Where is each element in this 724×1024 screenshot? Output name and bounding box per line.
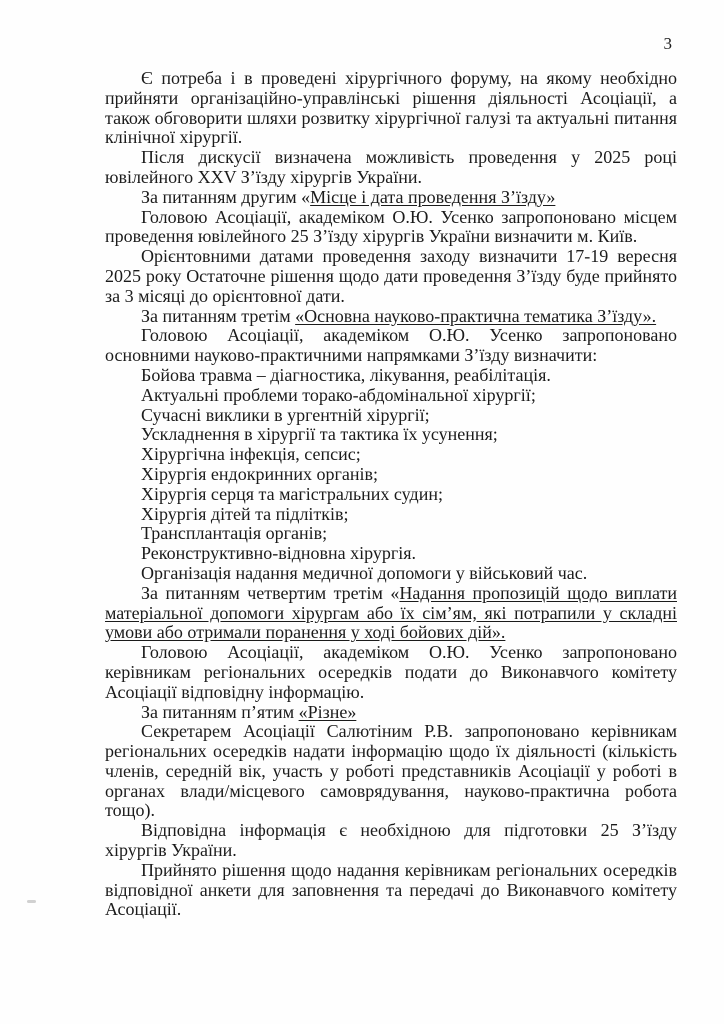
text-run: Організація надання медичної допомоги у військовий час. <box>141 562 588 583</box>
text-run: Хірургічна інфекція, сепсис; <box>141 444 361 465</box>
text-run: Реконструктивно-відновна хірургія. <box>141 543 417 564</box>
text-run: Прийнято рішення щодо надання керівникам регіональних осередків відповідної анкети для заповнення та передачі до Виконавчого комітету Асоціації. <box>105 859 677 920</box>
paragraph <box>105 445 677 465</box>
text-run: Відповідна інформація є необхідною для підготовки 25 З’їзду хірургів України. <box>105 820 677 861</box>
text-run: Орієнтовними датами проведення заходу визначити 17-19 вересня 2025 року Остаточне рішення щодо дати проведення З’їзду буде прийнято за 3 місяці до орієнтовної дати. <box>105 246 677 306</box>
text-run: Ускладнення в хірургії та тактика їх усунення; <box>141 424 498 445</box>
text-run: Після дискусії визначена можливість проведення у 2025 році ювілейного XXV З’їзду хірургів України. <box>105 147 677 187</box>
paragraph <box>105 366 677 386</box>
text-run: Головою Асоціації, академіком О.Ю. Усенко запропоновано керівникам регіональних осередків подати до Виконавчого комітету Асоціації відповідну інформацію. <box>105 642 677 702</box>
paragraph <box>105 643 677 702</box>
underlined-text: «Різне» <box>298 701 357 722</box>
text-run: Головою Асоціації, академіком О.Ю. Усенко запропоновано основними науково-практичними напрямками З’їзду визначити: <box>105 325 677 366</box>
paragraph <box>105 821 677 861</box>
paragraph <box>105 148 677 188</box>
paragraph <box>105 386 677 406</box>
paragraph <box>105 703 677 723</box>
underlined-text: Місце і дата проведення З’їзду» <box>310 186 556 207</box>
text-run: За питанням другим « <box>141 186 311 207</box>
underlined-text: «Основна науково-практична тематика З’їзду». <box>295 305 657 326</box>
text-run: За питанням третім <box>141 305 296 326</box>
paragraph <box>105 247 677 306</box>
paragraph <box>105 485 677 505</box>
paragraph <box>105 465 677 485</box>
page-number: 3 <box>663 34 672 53</box>
paragraph <box>105 544 677 564</box>
text-run: Є потреба і в проведені хірургічного форуму, на якому необхідно прийняти організаційно-управлінські рішення діяльності Асоціації, а також обговорити шляхи розвитку хірургічної галузі та актуальні питання клінічної хірургії. <box>105 68 677 148</box>
text-run: За питанням п’ятим <box>141 701 299 722</box>
paragraph <box>105 584 677 643</box>
paragraph <box>105 564 677 584</box>
text-run: За питанням четвертим третім « <box>141 582 400 603</box>
paragraph <box>105 208 677 248</box>
text-run: Хірургія ендокринних органів; <box>141 463 378 484</box>
underlined-text: Надання пропозицій щодо виплати матеріальної допомоги хірургам або їх сім’ям, які потрапили у складні умови або отримали поранення у ході бойових дій». <box>105 582 677 643</box>
paragraph <box>105 188 677 208</box>
text-run: Трансплантація органів; <box>141 523 328 544</box>
paragraph <box>105 307 677 327</box>
paragraph <box>105 524 677 544</box>
text-run: Хірургія дітей та підлітків; <box>141 503 349 524</box>
text-run: Актуальні проблеми торако-абдомінальної хірургії; <box>141 384 536 405</box>
paragraph <box>105 722 677 821</box>
text-run: Хірургія серця та магістральних судин; <box>141 483 443 504</box>
scan-artifact <box>27 900 36 903</box>
paragraph <box>105 406 677 426</box>
document-body <box>105 69 677 920</box>
text-run: Секретарем Асоціації Салютіним Р.В. запропоновано керівникам регіональних осередків надати інформацію щодо їх діяльності (кількість членів, середній вік, участь у роботі представників Асоціації у роботі в органах влади/місцевого самоврядування, науково-практична робота тощо). <box>105 721 677 821</box>
paragraph <box>105 69 677 148</box>
paragraph <box>105 326 677 366</box>
paragraph <box>105 425 677 445</box>
text-run: Сучасні виклики в ургентній хірургії; <box>141 404 430 425</box>
text-run: Бойова травма – діагностика, лікування, реабілітація. <box>141 364 551 385</box>
paragraph <box>105 861 677 920</box>
paragraph <box>105 505 677 525</box>
text-run: Головою Асоціації, академіком О.Ю. Усенко запропоновано місцем проведення ювілейного 25 З’їзду хірургів України визначити м. Київ. <box>105 206 677 247</box>
